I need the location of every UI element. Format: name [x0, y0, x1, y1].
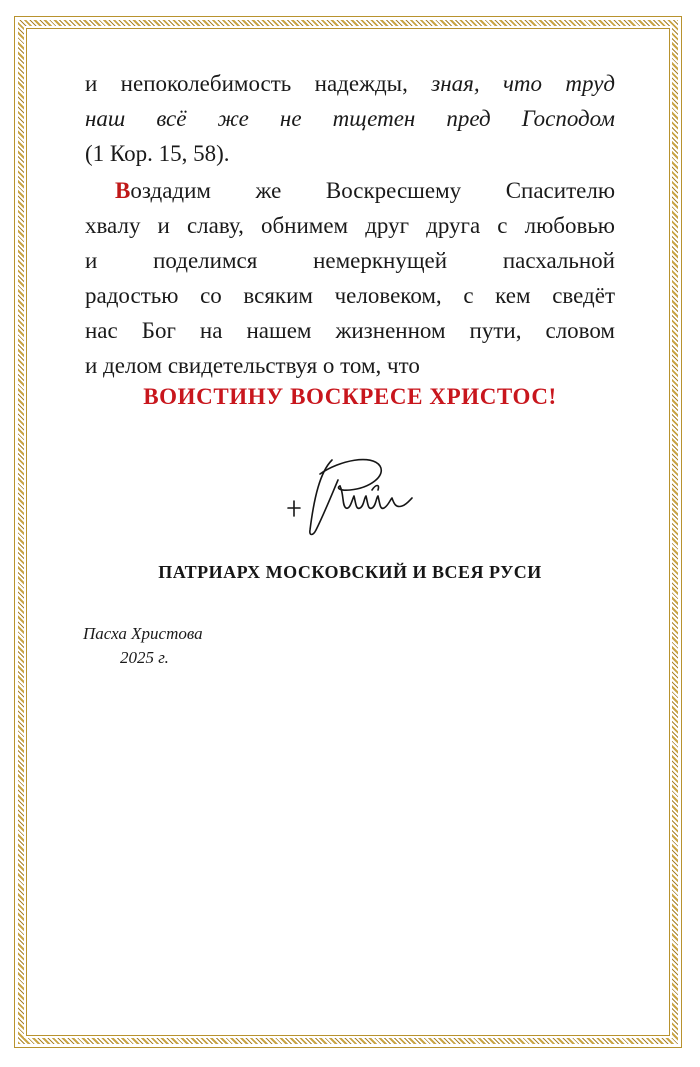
paragraph-1-line-3: (1 Кор. 15, 58).	[85, 141, 230, 166]
signer-title: ПАТРИАРХ МОСКОВСКИЙ И ВСЕЯ РУСИ	[158, 562, 542, 582]
dropcap-letter: В	[115, 178, 131, 203]
date-line-2: 2025 г.	[120, 648, 169, 667]
paragraph-2	[85, 173, 615, 383]
paragraph-1-line-1	[85, 66, 615, 101]
text-run: и непоколебимость надежды,	[85, 71, 432, 96]
handwritten-signature-icon	[280, 450, 420, 540]
paragraph-2-line-2: хвалу и славу, обнимем друг друга с любовью	[85, 213, 615, 238]
paragraph-2-line-6: и делом свидетельствуя о том, что	[85, 353, 420, 378]
text-run: оздадим же Воскресшему Спасителю	[130, 178, 615, 203]
date-block	[83, 622, 203, 670]
paragraph-1	[85, 66, 615, 171]
date-line-1: Пасха Христова	[83, 624, 203, 643]
letter-body	[85, 66, 615, 383]
paragraph-2-line-4: радостью со всяким человеком, с кем сведёт	[85, 283, 615, 308]
italic-text-run: зная, что труд	[431, 71, 615, 96]
paragraph-1-line-2: наш всё же не тщетен пред Господом	[85, 106, 615, 131]
paragraph-2-line-3: и поделимся немеркнущей пасхальной	[85, 248, 615, 273]
paragraph-2-line-5: нас Бог на нашем жизненном пути, словом	[85, 318, 615, 343]
paragraph-2-line-1	[85, 173, 615, 208]
easter-exclamation: ВОИСТИНУ ВОСКРЕСЕ ХРИСТОС!	[143, 384, 557, 409]
